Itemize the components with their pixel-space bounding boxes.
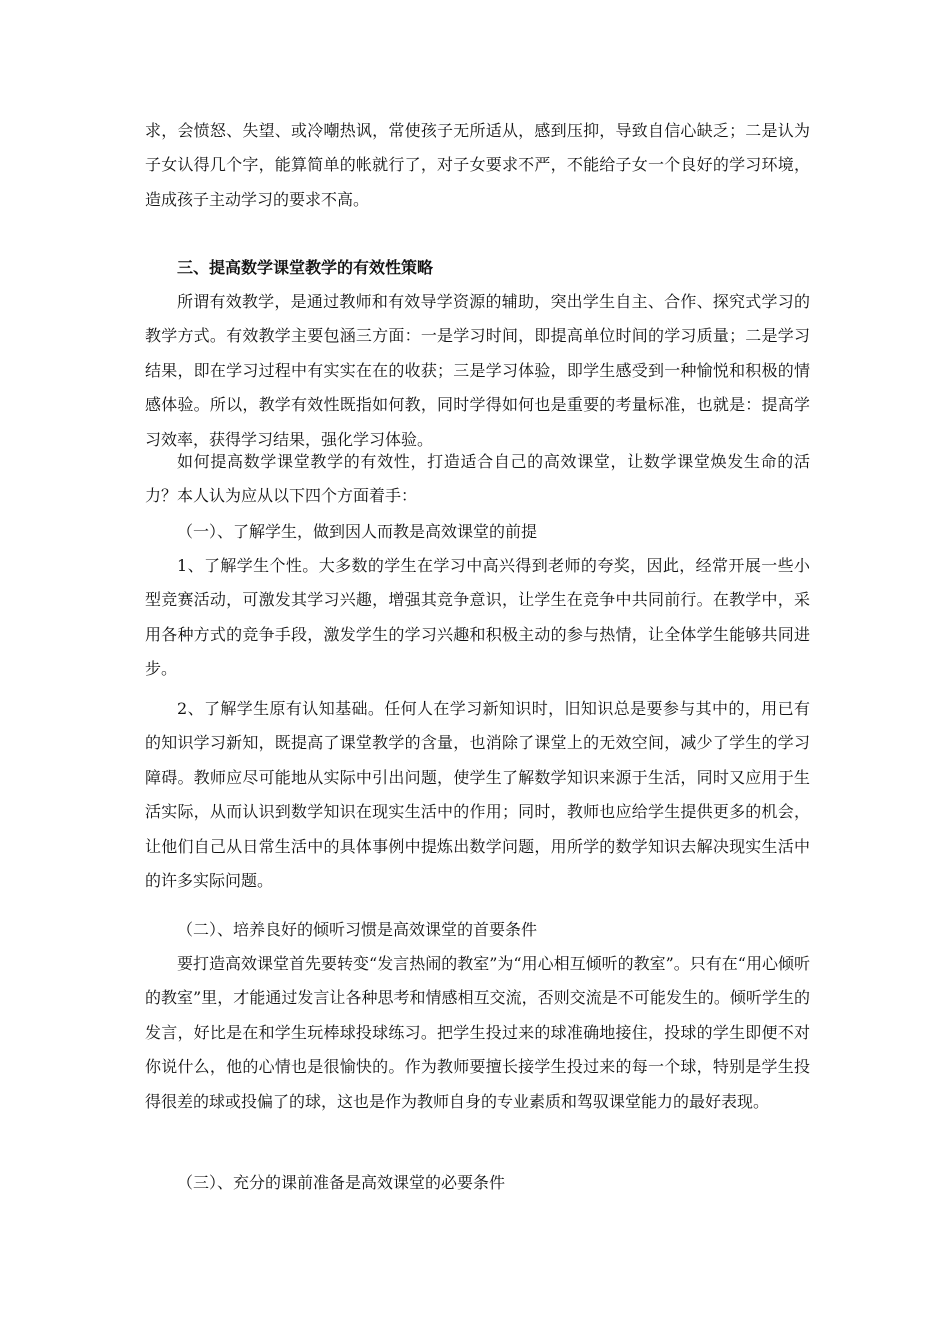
paragraph-how-to-improve: 如何提高数学课堂教学的有效性，打造适合自己的高效课堂，让数学课堂焕发生命的活力？本人认为应从以下四个方面着手： <box>145 452 810 506</box>
subheading-one: （一）、了解学生，做到因人而教是高效课堂的前提 <box>177 522 538 541</box>
subheading-three: （三）、充分的课前准备是高效课堂的必要条件 <box>177 1173 506 1192</box>
section-heading-three: 三、提高数学课堂教学的有效性策略 <box>177 258 434 277</box>
paragraph-continuation: 求，会愤怒、失望、或冷嘲热讽，常使孩子无所适从，感到压抑，导致自信心缺乏；二是认为子女认得几个字，能算简单的帐就行了，对子女要求不严，不能给子女一个良好的学习环境，造成孩子主动学习的要求不高。 <box>145 121 810 209</box>
paragraph-effective-teaching: 所谓有效教学，是通过教师和有效导学资源的辅助，突出学生自主、合作、探究式学习的教学方式。有效教学主要包涵三方面：一是学习时间，即提高单位时间的学习质量；二是学习结果，即在学习过程中有实实在在的收获；三是学习体验，即学生感受到一种愉悦和积极的情感体验。所以，教学有效性既指如何教，同时学得如何也是重要的考量标准，也就是：提高学习效率，获得学习结果，强化学习体验。 <box>145 292 810 449</box>
paragraph-listening: 要打造高效课堂首先要转变“发言热闹的教室”为“用心相互倾听的教室”。只有在“用心倾听的教室”里，才能通过发言让各种思考和情感相互交流，否则交流是不可能发生的。倾听学生的发言，好比是在和学生玩棒球投球练习。把学生投过来的球准确地接住，投球的学生即便不对你说什么，他的心情也是很愉快的。作为教师要擅长接学生投过来的每一个球，特别是学生投得很差的球或投偏了的球，这也是作为教师自身的专业素质和驾驭课堂能力的最好表现。 <box>145 954 810 1111</box>
subheading-two: （二）、培养良好的倾听习惯是高效课堂的首要条件 <box>177 920 538 939</box>
paragraph-cognitive-basis: 2、了解学生原有认知基础。任何人在学习新知识时，旧知识总是要参与其中的，用已有的知识学习新知，既提高了课堂教学的含量，也消除了课堂上的无效空间，减少了学生的学习障碍。教师应尽可能地从实际中引出问题，使学生了解数学知识来源于生活，同时又应用于生活实际，从而认识到数学知识在现实生活中的作用；同时，教师也应给学生提供更多的机会，让他们自己从日常生活中的具体事例中提炼出数学问题，用所学的数学知识去解决现实生活中的许多实际问题。 <box>145 699 810 891</box>
paragraph-understand-personality: 1、了解学生个性。大多数的学生在学习中高兴得到老师的夸奖，因此，经常开展一些小型竞赛活动，可激发其学习兴趣，增强其竞争意识，让学生在竞争中共同前行。在教学中，采用各种方式的竞争手段，激发学生的学习兴趣和积极主动的参与热情，让全体学生能够共同进步。 <box>145 556 810 679</box>
